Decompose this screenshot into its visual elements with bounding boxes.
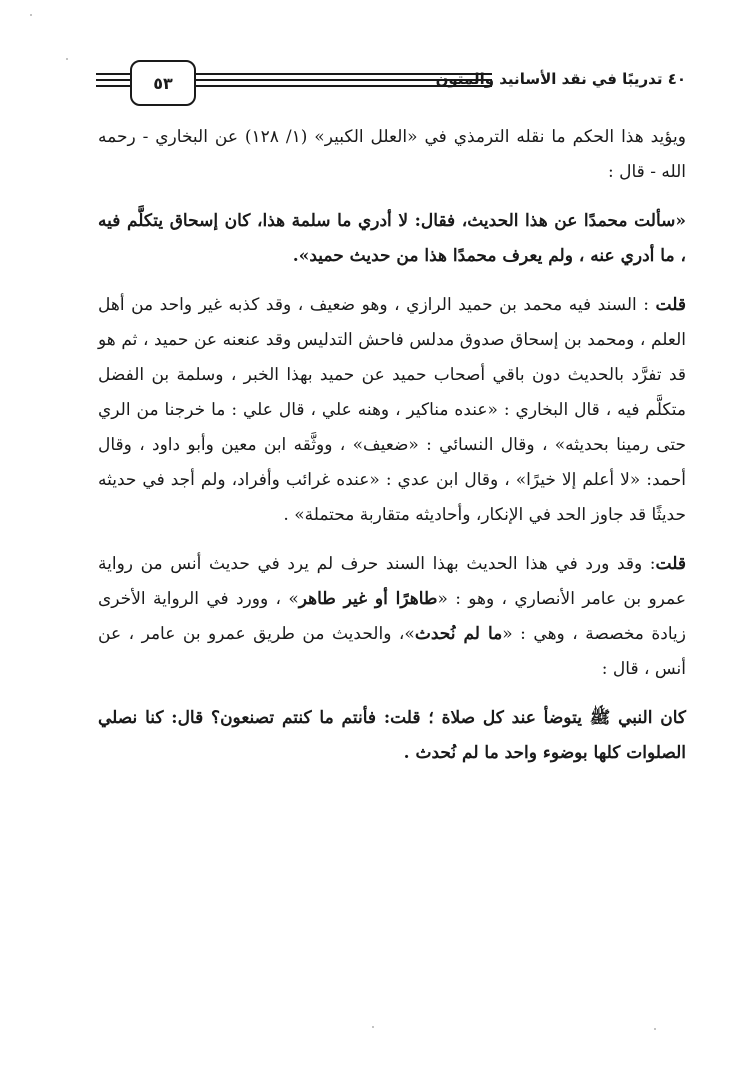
header-rule — [96, 79, 130, 81]
paragraph-intro: ويؤيد هذا الحكم ما نقله الترمذي في «العلل الكبير» (١/ ١٢٨) عن البخاري - رحمه الله - قال : — [98, 127, 686, 182]
scan-speck — [372, 1026, 374, 1028]
page-number-box — [130, 60, 196, 106]
header-rule — [96, 73, 130, 75]
scan-speck — [654, 1028, 656, 1030]
header-rule — [96, 85, 130, 87]
quoted-phrase: ما لم نُحدث — [414, 624, 503, 644]
page-header — [96, 60, 686, 108]
paragraph-lead-word: قلت — [655, 554, 686, 574]
paragraph-text: » ، وورد في الرواية الأخرى زيادة مخصصة ، وهي : « — [98, 589, 686, 644]
page-body — [98, 120, 686, 771]
paragraph-note — [98, 547, 686, 687]
scan-speck — [30, 14, 32, 16]
paragraph-lead-word: قلت — [655, 295, 686, 315]
paragraph-analysis — [98, 288, 686, 533]
paragraph-text: »، والحديث من طريق عمرو بن عامر ، عن أنس ، قال : — [98, 624, 686, 679]
page-number: ٥٣ — [153, 73, 173, 93]
quoted-phrase: طاهرًا أو غير طاهر — [298, 589, 438, 609]
running-title: ٤٠ تدريبًا في نقد الأسانيد والمتون — [435, 70, 686, 88]
paragraph-quote: «سألت محمدًا عن هذا الحديث، فقال: لا أدري ما سلمة هذا، كان إسحاق يتكلَّم فيه ، ما أدري عنه ، ولم يعرف محمدًا هذا من حديث حميد». — [98, 211, 686, 266]
paragraph-text: : السند فيه محمد بن حميد الرازي ، وهو ضعيف ، وقد كذبه غير واحد من أهل العلم ، ومحمد بن إسحاق صدوق مدلس فاحش التدليس وقد عنعنه عن حميد ، ثم هو قد تفرَّد بالحديث دون باقي أصحاب حميد عن حميد بهذا الخبر ، وسلمة بن الفضل متكلَّم فيه ، قال البخاري : «عنده مناكير ، وهنه علي ، قال علي : ما خرجنا من الري حتى رمينا بحديثه» ، وقال النسائي : «ضعيف» ، ووثَّقه ابن معين وأبو داود ، وقال أحمد: «لا أعلم إلا خيرًا» ، وقال ابن عدي : «عنده غرائب وأفراد، ولم أجد في حديثه حديثًا قد جاوز الحد في الإنكار، وأحاديثه متقاربة محتملة» . — [98, 295, 686, 525]
paragraph-hadith: كان النبي ﷺ يتوضأ عند كل صلاة ؛ قلت: فأنتم ما كنتم تصنعون؟ قال: كنا نصلي الصلوات كلها بوضوء واحد ما لم نُحدث . — [98, 708, 686, 763]
scan-speck — [66, 58, 68, 60]
paragraph-text: : وقد ورد في هذا الحديث بهذا السند حرف لم يرد في حديث أنس من رواية عمرو بن عامر الأنصاري ، وهو : « — [98, 554, 687, 609]
